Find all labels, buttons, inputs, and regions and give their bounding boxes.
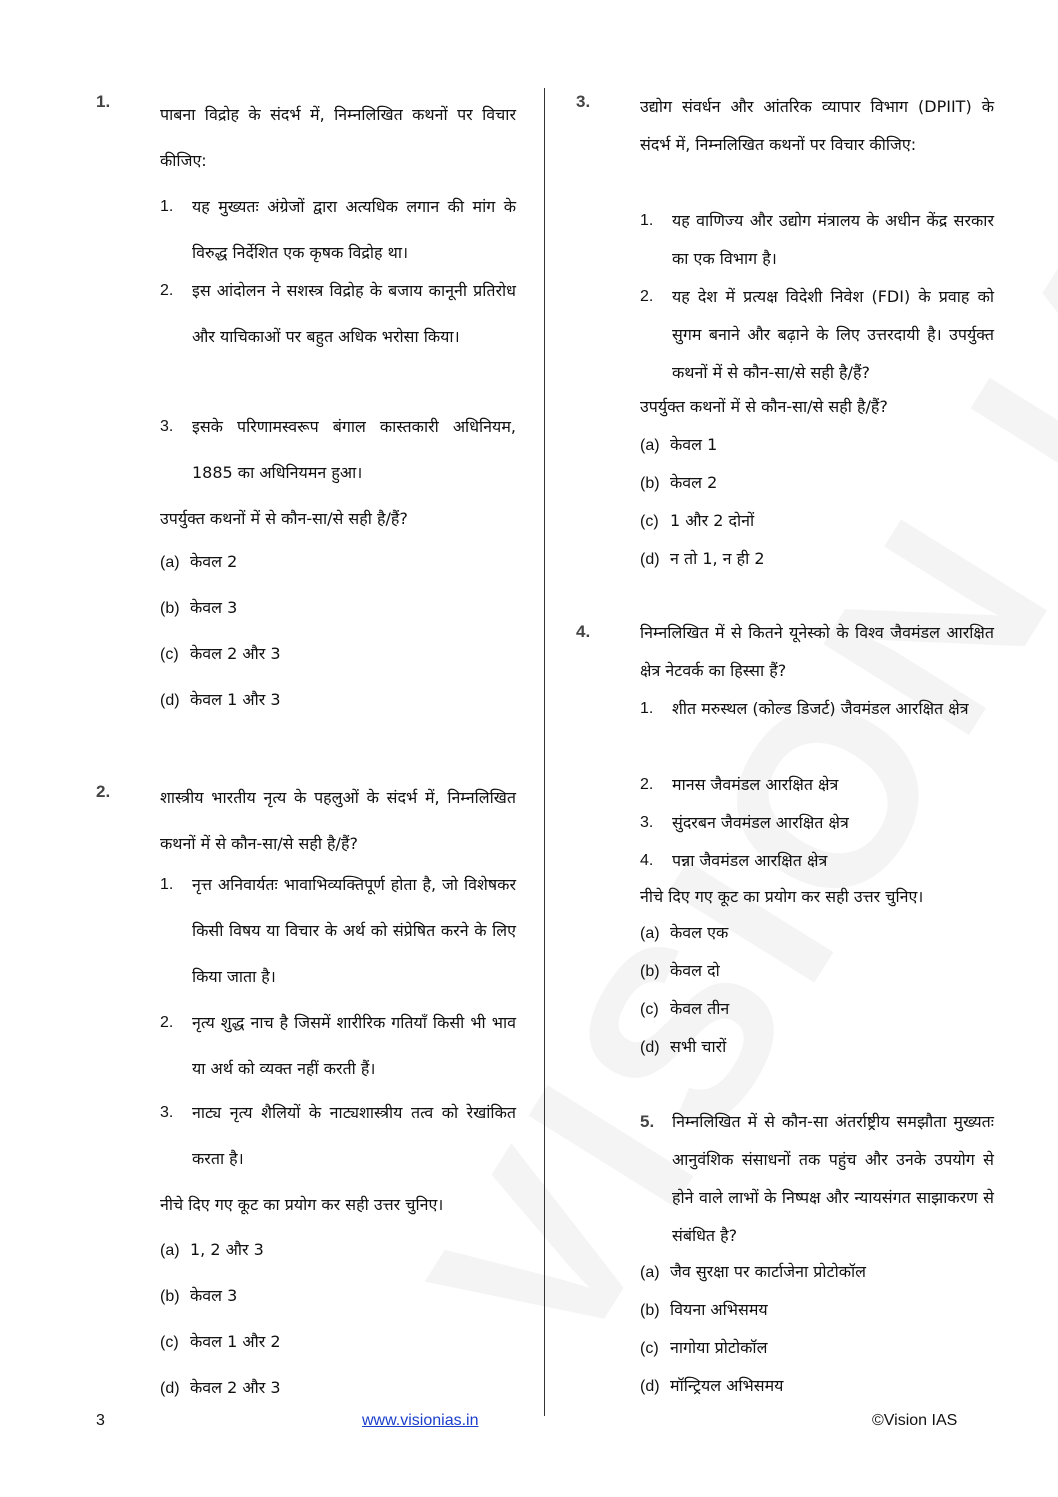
question-4-statement-4 [640,842,994,880]
statement-text: नृत्य शुद्ध नाच है जिसमें शारीरिक गतियाँ किसी भी भाव या अर्थ को व्यक्त नहीं करती हैं। [192,1013,516,1078]
question-2-option-a[interactable]: (a) 1, 2 और 3 [160,1240,264,1259]
statement-text: इस आंदोलन ने सशस्त्र विद्रोह के बजाय कानूनी प्रतिरोध और याचिकाओं पर बहुत अधिक भरोसा किया। [192,281,516,346]
question-3-statement-1 [640,202,994,278]
question-3-prompt: उपर्युक्त कथनों में से कौन-सा/से सही है/हैं? [640,397,888,416]
question-1-option-d[interactable]: (d) केवल 1 और 3 [160,690,281,709]
question-1-stem: पाबना विद्रोह के संदर्भ में, निम्नलिखित कथनों पर विचार कीजिए: [160,105,516,170]
question-5-option-a[interactable]: (a) जैव सुरक्षा पर कार्टाजेना प्रोटोकॉल [640,1262,866,1281]
statement-text: सुंदरबन जैवमंडल आरक्षित क्षेत्र [672,813,849,832]
question-4-prompt: नीचे दिए गए कूट का प्रयोग कर सही उत्तर चुनिए। [640,887,924,906]
question-3-statement-2 [640,278,994,392]
question-4-statement-2 [640,766,994,804]
statement-number: 4. [640,852,654,869]
question-2-option-b[interactable]: (b) केवल 3 [160,1286,238,1305]
question-3-option-b[interactable]: (b) केवल 2 [640,473,718,492]
statement-number: 2. [640,776,654,793]
question-1-statement-3 [160,404,516,496]
page-number: 3 [96,1412,105,1429]
question-1-number: 1. [96,92,111,111]
question-4-statement-1 [640,690,994,766]
statement-number: 1. [640,212,654,229]
question-4-option-d[interactable]: (d) सभी चारों [640,1037,727,1056]
question-5-option-c[interactable]: (c) नागोया प्रोटोकॉल [640,1338,768,1357]
question-1-option-c[interactable]: (c) केवल 2 और 3 [160,644,281,663]
statement-text: यह वाणिज्य और उद्योग मंत्रालय के अधीन केंद्र सरकार का एक विभाग है। [672,211,994,268]
column-divider [544,88,545,1416]
question-2-statement-3 [160,1090,516,1182]
question-2-statement-2 [160,1000,516,1092]
statement-number: 1. [640,700,654,717]
statement-number: 3. [160,1104,174,1121]
statement-number: 2. [160,1014,174,1031]
question-2-option-c[interactable]: (c) केवल 1 और 2 [160,1332,281,1351]
question-4-option-a[interactable]: (a) केवल एक [640,923,729,942]
statement-text: पन्ना जैवमंडल आरक्षित क्षेत्र [672,851,828,870]
question-5-number: 5. [640,1112,655,1131]
question-1-option-b[interactable]: (b) केवल 3 [160,598,238,617]
statement-number: 3. [160,418,174,435]
statement-number: 2. [640,288,654,305]
question-5-stem: निम्नलिखित में से कौन-सा अंतर्राष्ट्रीय समझौता मुख्यतः आनुवंशिक संसाधनों तक पहुंच और उनके उपयोग से होने वाले लाभों के निष्पक्ष और न्यायसंगत साझाकरण से संबंधित है? [672,1112,994,1245]
question-3-option-d[interactable]: (d) न तो 1, न ही 2 [640,549,765,568]
statement-text: यह देश में प्रत्यक्ष विदेशी निवेश (FDI) के प्रवाह को सुगम बनाने और बढ़ाने के लिए उत्तरदायी है। उपर्युक्त कथनों में से कौन-सा/से सही है/हैं? [672,287,994,382]
question-1-statement-1 [160,184,516,276]
statement-text: इसके परिणामस्वरूप बंगाल कास्तकारी अधिनियम, 1885 का अधिनियमन हुआ। [192,417,516,482]
statement-number: 3. [640,814,654,831]
question-4-number: 4. [576,622,591,641]
statement-text: नाट्य नृत्य शैलियों के नाट्यशास्त्रीय तत्व को रेखांकित करता है। [192,1103,516,1168]
statement-number: 2. [160,282,174,299]
question-4-option-b[interactable]: (b) केवल दो [640,961,720,980]
statement-text: मानस जैवमंडल आरक्षित क्षेत्र [672,775,839,794]
website-link[interactable]: www.visionias.in [362,1412,479,1429]
question-3-number: 3. [576,92,591,111]
question-2-prompt: नीचे दिए गए कूट का प्रयोग कर सही उत्तर चुनिए। [160,1195,444,1214]
statement-text: शीत मरुस्थल (कोल्ड डिजर्ट) जैवमंडल आरक्षित क्षेत्र [672,699,969,718]
statement-text: यह मुख्यतः अंग्रेजों द्वारा अत्यधिक लगान की मांग के विरुद्ध निर्देशित एक कृषक विद्रोह था। [192,197,516,262]
question-3-option-a[interactable]: (a) केवल 1 [640,435,718,454]
question-4-stem: निम्नलिखित में से कितने यूनेस्को के विश्व जैवमंडल आरक्षित क्षेत्र नेटवर्क का हिस्सा हैं? [640,623,994,680]
question-3-option-c[interactable]: (c) 1 और 2 दोनों [640,511,755,530]
question-2-stem: शास्त्रीय भारतीय नृत्य के पहलुओं के संदर्भ में, निम्नलिखित कथनों में से कौन-सा/से सही है/हैं? [160,788,516,853]
question-1-statement-2 [160,268,516,406]
question-2-number: 2. [96,782,111,801]
question-5-option-b[interactable]: (b) वियना अभिसमय [640,1300,768,1319]
question-3-stem: उद्योग संवर्धन और आंतरिक व्यापार विभाग (DPIIT) के संदर्भ में, निम्नलिखित कथनों पर विचार कीजिए: [640,97,994,154]
question-1-prompt: उपर्युक्त कथनों में से कौन-सा/से सही है/हैं? [160,509,408,528]
question-1-option-a[interactable]: (a) केवल 2 [160,552,238,571]
copyright-text: ©Vision IAS [872,1412,958,1429]
statement-number: 1. [160,876,174,893]
question-4-statement-3 [640,804,994,842]
question-5-option-d[interactable]: (d) मॉन्ट्रियल अभिसमय [640,1376,784,1395]
statement-text: नृत्त अनिवार्यतः भावाभिव्यक्तिपूर्ण होता है, जो विशेषकर किसी विषय या विचार के अर्थ को संप्रेषित करने के लिए किया जाता है। [192,875,516,986]
question-2-option-d[interactable]: (d) केवल 2 और 3 [160,1378,281,1397]
question-2-statement-1 [160,862,516,1000]
statement-number: 1. [160,198,174,215]
question-4-option-c[interactable]: (c) केवल तीन [640,999,730,1018]
